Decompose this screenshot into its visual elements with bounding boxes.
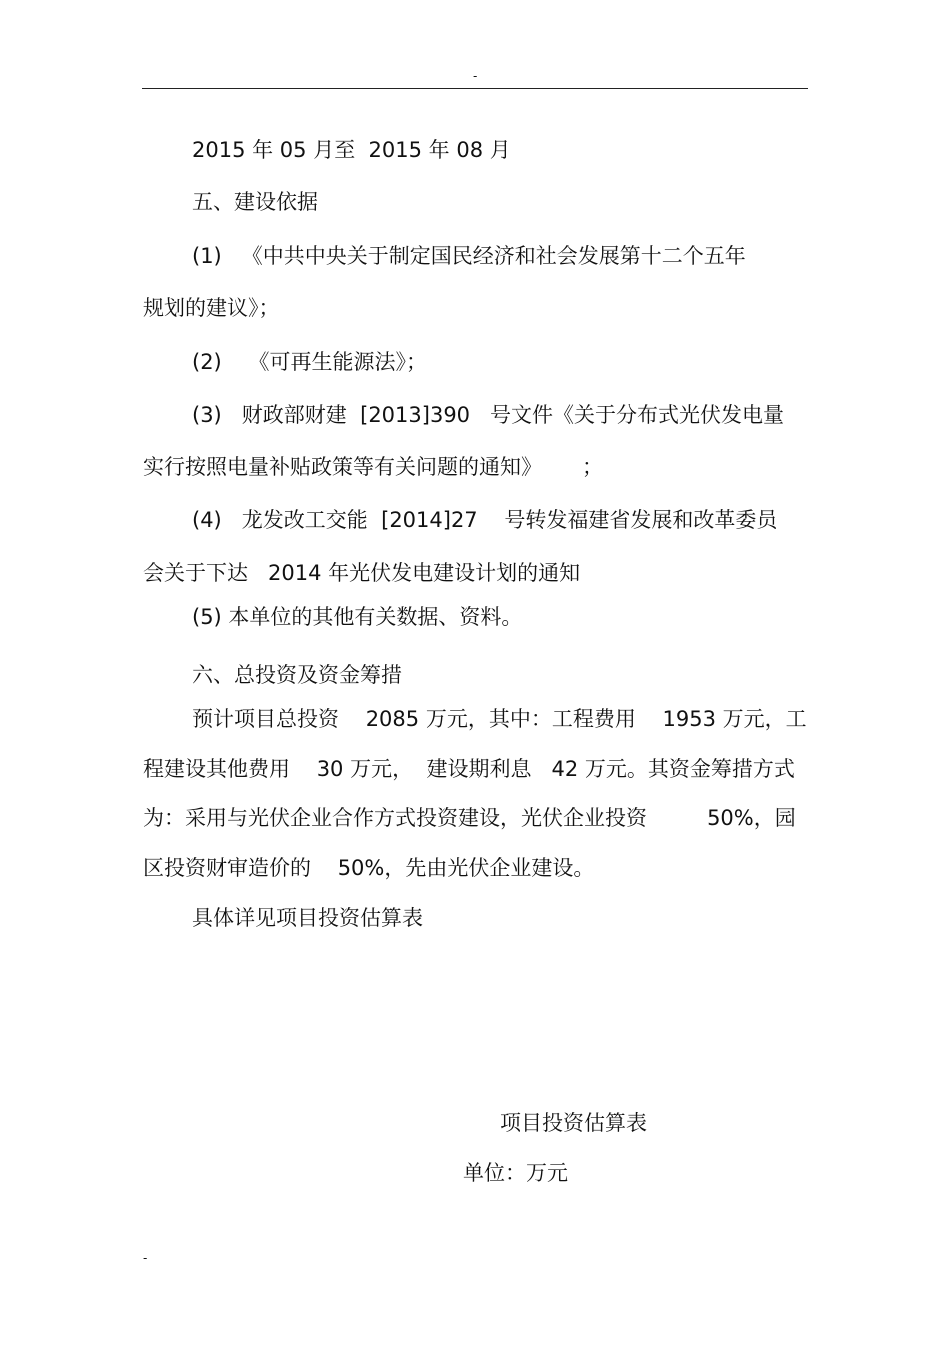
investment-paragraph-line-1: 预计项目总投资 2085 万元，其中：工程费用 1953 万元，工: [192, 707, 807, 731]
investment-paragraph-line-3: 为：采用与光伏企业合作方式投资建设，光伏企业投资 50%，园: [143, 806, 796, 830]
basis-item-2: (2) 《可再生能源法》；: [192, 350, 427, 374]
basis-item-3: (3) 财政部财建 [2013]390 号文件《关于分布式光伏发电量: [192, 403, 785, 427]
header-rule: [142, 88, 808, 89]
basis-item-4-cont: 会关于下达 2014 年光伏发电建设计划的通知: [143, 561, 581, 585]
table-title: 项目投资估算表: [500, 1111, 647, 1135]
section-5-title: 五、建设依据: [192, 190, 318, 214]
investment-paragraph-line-2: 程建设其他费用 30 万元， 建设期利息 42 万元。其资金筹措方式: [143, 757, 795, 781]
basis-item-3-cont: 实行按照电量补贴政策等有关问题的通知》 ；: [143, 455, 604, 479]
investment-paragraph-line-4: 区投资财审造价的 50%，先由光伏企业建设。: [143, 856, 595, 880]
footer-mark: -: [143, 1251, 148, 1265]
detail-reference: 具体详见项目投资估算表: [192, 906, 423, 930]
table-unit: 单位：万元: [463, 1161, 568, 1185]
basis-item-5: (5) 本单位的其他有关数据、资料。: [192, 605, 523, 629]
section-6-title: 六、总投资及资金筹措: [192, 663, 402, 687]
basis-item-1: (1) 《中共中央关于制定国民经济和社会发展第十二个五年: [192, 244, 746, 268]
basis-item-4: (4) 龙发改工交能 [2014]27 号转发福建省发展和改革委员: [192, 508, 778, 532]
basis-item-1-cont: 规划的建议》；: [143, 296, 280, 320]
header-mark: -: [473, 69, 478, 83]
construction-period: 2015 年 05 月至 2015 年 08 月: [192, 138, 511, 162]
